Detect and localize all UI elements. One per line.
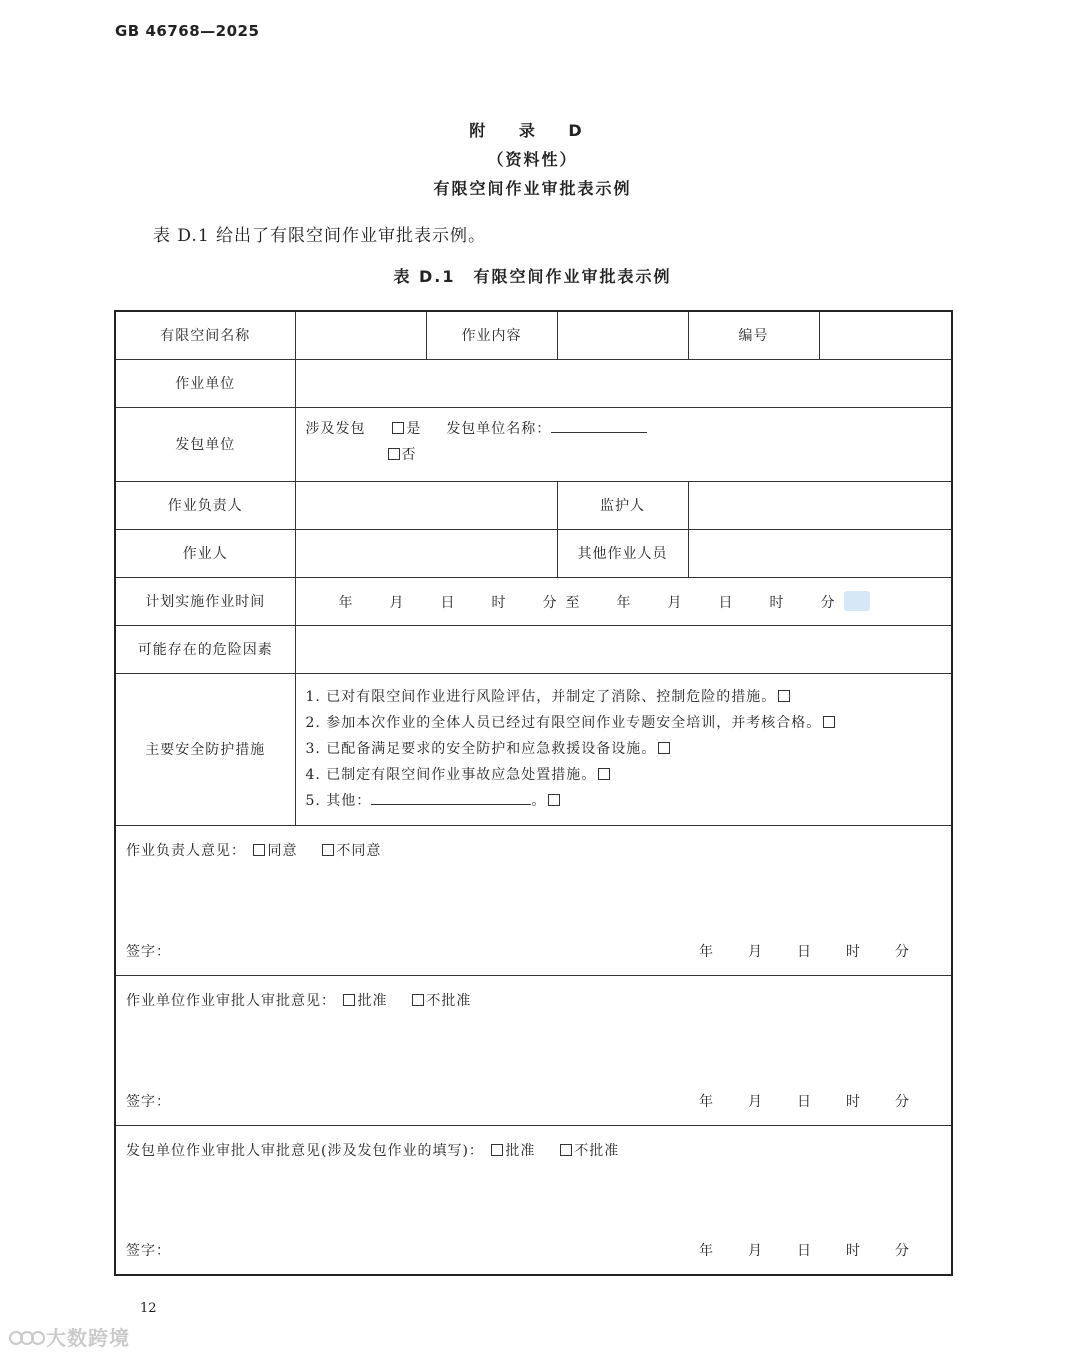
agree-checkbox[interactable] [253, 844, 265, 856]
table-caption-number: 表 D.1 [393, 267, 456, 286]
page-number: 12 [140, 1301, 157, 1316]
measures-cell [295, 673, 952, 825]
work-content-label: 作业内容 [426, 311, 557, 359]
number-field[interactable] [819, 311, 952, 359]
signature-date: 年 月 日 时 分 [699, 1243, 910, 1259]
measure-item: 2. 参加本次作业的全体人员已经过有限空间作业专题安全培训，并考核合格。 [306, 710, 942, 736]
disagree-checkbox[interactable] [322, 844, 334, 856]
start-minute-unit: 分 [542, 594, 558, 611]
signature-label: 签字： [126, 1093, 171, 1110]
contractor-approver-opinion-cell [115, 1125, 952, 1275]
appendix-type: （资料性） [487, 150, 578, 169]
responsible-opinion-cell [115, 825, 952, 975]
involves-contract-label: 涉及发包 [305, 420, 366, 437]
signature-label: 签字： [126, 943, 171, 960]
table-row [115, 577, 952, 625]
unit-approver-opinion-title: 作业单位作业审批人审批意见： 批准 不批准 [126, 992, 472, 1009]
table-caption [0, 264, 1065, 287]
end-day-unit: 日 [718, 594, 734, 611]
table-row [115, 825, 952, 975]
contract-unit-cell [295, 407, 952, 481]
appendix-label: 附 录 D [469, 121, 596, 140]
standard-code: GB 46768—2025 [115, 22, 260, 40]
work-unit-field[interactable] [295, 359, 952, 407]
no-option-label: 否 [401, 446, 417, 463]
table-row [115, 529, 952, 577]
end-year-unit: 年 [616, 594, 632, 611]
stamp-mark [844, 591, 870, 611]
contract-unit-name-field[interactable] [551, 418, 647, 433]
responsible-field[interactable] [295, 481, 557, 529]
planned-time-label: 计划实施作业时间 [115, 577, 295, 625]
number-label: 编号 [688, 311, 819, 359]
approve-checkbox[interactable] [343, 994, 355, 1006]
measures-label: 主要安全防护措施 [115, 673, 295, 825]
measure-item: 3. 已配备满足要求的安全防护和应急救援设备设施。 [306, 736, 942, 762]
watermark [8, 1322, 130, 1351]
start-day-unit: 日 [440, 594, 456, 611]
start-hour-unit: 时 [491, 594, 507, 611]
measure-3-checkbox[interactable] [658, 742, 670, 754]
measure-2-checkbox[interactable] [823, 716, 835, 728]
yes-checkbox[interactable] [392, 422, 404, 434]
other-workers-field[interactable] [688, 529, 952, 577]
space-name-field[interactable] [295, 311, 426, 359]
contract-unit-label: 发包单位 [115, 407, 295, 481]
planned-time-field[interactable] [295, 577, 952, 625]
watermark-text: 大数跨境 [46, 1326, 130, 1350]
measure-item: 5. 其他： 。 [306, 788, 942, 814]
reject-checkbox[interactable] [412, 994, 424, 1006]
hazards-label: 可能存在的危险因素 [115, 625, 295, 673]
signature-label: 签字： [126, 1243, 171, 1259]
unit-approver-opinion-cell [115, 975, 952, 1125]
table-caption-title: 有限空间作业审批表示例 [473, 267, 672, 286]
signature-date: 年 月 日 时 分 [699, 943, 910, 960]
approval-form-table [114, 310, 953, 1276]
work-content-field[interactable] [557, 311, 688, 359]
responsible-opinion-title: 作业负责人意见： 同意 不同意 [126, 842, 382, 859]
time-to-label: 至 [565, 594, 581, 611]
worker-label: 作业人 [115, 529, 295, 577]
other-workers-label: 其他作业人员 [557, 529, 688, 577]
hazards-field[interactable] [295, 625, 952, 673]
end-hour-unit: 时 [769, 594, 785, 611]
measure-4-checkbox[interactable] [598, 768, 610, 780]
table-row [115, 975, 952, 1125]
table-row [115, 359, 952, 407]
start-year-unit: 年 [338, 594, 354, 611]
contractor-approver-opinion-title: 发包单位作业审批人审批意见(涉及发包作业的填写)： 批准 不批准 [126, 1142, 620, 1159]
space-name-label: 有限空间名称 [115, 311, 295, 359]
contractor-approve-checkbox[interactable] [491, 1144, 503, 1156]
watermark-logo-icon [8, 1328, 46, 1348]
guardian-label: 监护人 [557, 481, 688, 529]
no-checkbox[interactable] [388, 448, 400, 460]
table-row [115, 481, 952, 529]
work-unit-label: 作业单位 [115, 359, 295, 407]
responsible-label: 作业负责人 [115, 481, 295, 529]
table-row [115, 311, 952, 359]
table-row [115, 673, 952, 825]
guardian-field[interactable] [688, 481, 952, 529]
end-minute-unit: 分 [820, 594, 836, 611]
measure-5-checkbox[interactable] [548, 794, 560, 806]
table-row [115, 407, 952, 481]
end-month-unit: 月 [667, 594, 683, 611]
measure-1-checkbox[interactable] [778, 690, 790, 702]
table-row [115, 625, 952, 673]
contractor-reject-checkbox[interactable] [560, 1144, 572, 1156]
measure-other-field[interactable] [371, 790, 531, 805]
intro-paragraph: 表 D.1 给出了有限空间作业审批表示例。 [153, 226, 487, 246]
start-month-unit: 月 [389, 594, 405, 611]
measure-item: 1. 已对有限空间作业进行风险评估，并制定了消除、控制危险的措施。 [306, 684, 942, 710]
table-row [115, 1125, 952, 1275]
measure-item: 4. 已制定有限空间作业事故应急处置措施。 [306, 762, 942, 788]
worker-field[interactable] [295, 529, 557, 577]
contract-unit-name-label: 发包单位名称： [446, 420, 552, 437]
appendix-title: 有限空间作业审批表示例 [433, 179, 632, 198]
signature-date: 年 月 日 时 分 [699, 1093, 910, 1110]
yes-option-label: 是 [406, 420, 422, 437]
